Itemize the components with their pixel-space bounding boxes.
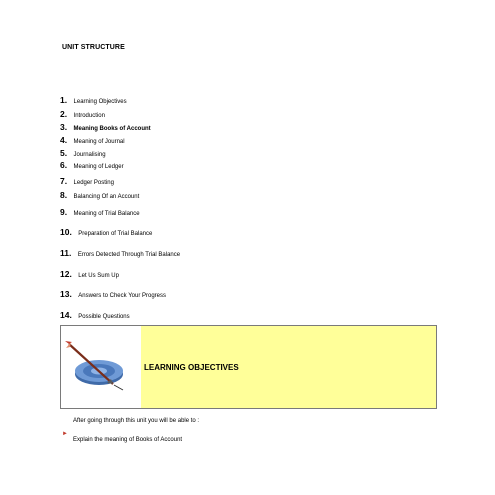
toc-item — [60, 222, 152, 240]
toc-label: Meaning Books of Account — [73, 126, 151, 132]
toc-item — [60, 185, 139, 203]
toc-number: 7. — [60, 176, 68, 186]
objectives-intro: After going through this unit you will be able to : — [73, 418, 200, 424]
toc-label: Balancing Of an Account — [73, 194, 140, 200]
toc-label: Meaning of Trial Balance — [73, 211, 140, 217]
objective-bullet: Explain the meaning of Books of Account — [73, 437, 183, 443]
toc-number: 2. — [60, 109, 68, 119]
objectives-title-cell — [141, 326, 436, 408]
toc-item — [60, 264, 119, 282]
toc-label: Errors Detected Through Trial Balance — [77, 252, 181, 258]
toc-number: 9. — [60, 207, 68, 217]
toc-label: Learning Objectives — [73, 99, 127, 105]
toc-number: 11. — [60, 248, 72, 258]
toc-label: Ledger Posting — [73, 180, 114, 186]
toc-item — [60, 202, 140, 220]
toc-label: Meaning of Journal — [73, 139, 125, 145]
objectives-title: LEARNING OBJECTIVES — [144, 363, 239, 372]
toc-item — [60, 305, 130, 323]
unit-structure-heading: UNIT STRUCTURE — [62, 44, 125, 51]
toc-number: 6. — [60, 160, 68, 170]
target-arrow-icon — [61, 326, 141, 408]
toc-label: Introduction — [73, 113, 105, 119]
toc-number: 1. — [60, 95, 68, 105]
toc-number: 12. — [60, 269, 72, 279]
toc-number: 4. — [60, 135, 68, 145]
toc-number: 14. — [60, 310, 72, 320]
toc-number: 8. — [60, 190, 68, 200]
objectives-icon-cell — [61, 326, 142, 408]
toc-label: Preparation of Trial Balance — [78, 231, 153, 237]
toc-number: 5. — [60, 148, 68, 158]
toc-label: Meaning of Ledger — [73, 164, 124, 170]
toc-item — [60, 243, 180, 261]
toc-number: 3. — [60, 122, 68, 132]
toc-number: 13. — [60, 289, 72, 299]
bullet-arrow-icon: ► — [62, 431, 68, 437]
toc-label: Answers to Check Your Progress — [78, 293, 166, 299]
toc-item — [60, 284, 166, 302]
toc-number: 10. — [60, 227, 72, 237]
learning-objectives-box — [60, 325, 437, 409]
toc-label: Let Us Sum Up — [78, 273, 119, 279]
toc-label: Possible Questions — [78, 314, 130, 320]
toc-label: Journalising — [73, 152, 106, 158]
